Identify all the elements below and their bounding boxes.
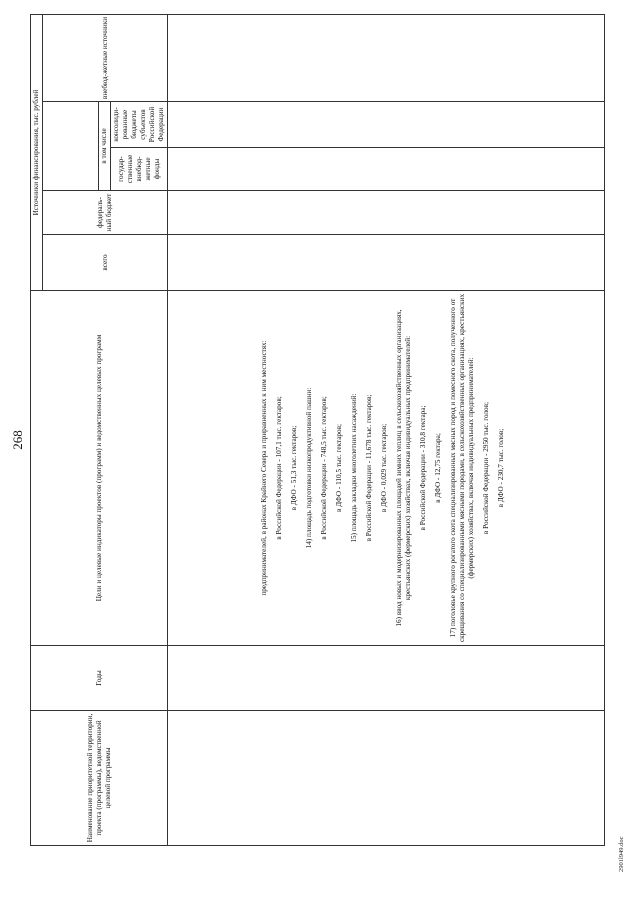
- cell-funds: [168, 148, 605, 191]
- cell-name: [168, 711, 605, 846]
- page-number: 268: [10, 430, 25, 450]
- header-goals-text: Цели и целевые индикаторы проектов (программ) и ведомственных целевых программ: [94, 334, 103, 602]
- header-name-text: Наименование приоритетной территории, проекта (программы), ведомственной целевой программы: [85, 713, 112, 843]
- goal-line: 15) площадь закладки многолетних насаждений:: [350, 393, 358, 543]
- header-in-that-text: в том числе: [100, 128, 108, 164]
- goal-line: в Российской Федерации - 748,5 тыс. гектаров;: [320, 396, 328, 540]
- header-regional-text: консолиди-рованные бюджеты субъектов Российской Федерации: [112, 106, 165, 143]
- header-regional: [111, 102, 168, 148]
- header-funds: [111, 148, 168, 191]
- header-name: [31, 711, 168, 846]
- header-years-text: Годы: [94, 670, 103, 686]
- header-extra-text: внебюд-жетные источники: [100, 16, 109, 100]
- goal-line: в ДФО - 110,5 тыс. гектаров;: [335, 424, 343, 512]
- financing-table: [30, 14, 605, 846]
- header-blank-cell: [43, 102, 99, 191]
- goal-line: 17) поголовье крупного рогатого скота специализированных мясных пород и помесного скота, полученного от скрещивания со специализированными мясными породами, в сельскохозяйственных организациях, крестьянских (фермерских) хозяйствах, включая индивидуальных предпринимателей:: [449, 293, 475, 643]
- header-federal-text: федераль-ный бюджет: [96, 193, 113, 232]
- goal-line: в Российской Федерации - 11,678 тыс. гектаров;: [365, 394, 373, 542]
- goal-line: в ДФО - 0,029 тыс. гектаров;: [380, 423, 388, 513]
- goal-line: в Российской Федерации - 310,8 гектара;: [419, 405, 427, 531]
- header-goals: [31, 291, 168, 646]
- header-funds-text: государ-ственные внебюд-жетные фонды: [116, 154, 161, 184]
- cell-regional: [168, 102, 605, 148]
- header-sources-text: Источники финансирования, тыс. рублей: [32, 89, 40, 216]
- header-extra: [43, 15, 168, 102]
- cell-goals: [168, 291, 605, 646]
- header-sources: [31, 15, 43, 291]
- header-years: [31, 646, 168, 711]
- header-total: [43, 235, 168, 291]
- cell-total: [168, 235, 605, 291]
- goal-line: в ДФО - 12,75 гектара;: [434, 433, 442, 503]
- table-row: [168, 15, 605, 846]
- goal-line: в Российской Федерации - 2950 тыс. голов;: [482, 401, 490, 535]
- goal-line: в ДФО - 51,3 тыс. гектаров;: [290, 425, 298, 511]
- header-federal: [43, 191, 168, 235]
- goal-line: предпринимателей, в районах Крайнего Севера и приравненных к ним местностях:: [260, 340, 268, 596]
- document-code: 2901l949.doc: [618, 836, 625, 872]
- cell-federal: [168, 191, 605, 235]
- goal-line: в Российской Федерации - 107,1 тыс. гектаров;: [275, 396, 283, 540]
- header-total-text: всего: [100, 254, 109, 271]
- cell-years: [168, 646, 605, 711]
- header-in-that: [99, 102, 111, 191]
- goal-line: 16) ввод новых и модернизированных площадей зимних теплиц в сельскохозяйственных организациях, крестьянских (фермерских) хозяйствах, включая индивидуальных предпринимателей:: [395, 309, 412, 627]
- cell-extra: [168, 15, 605, 102]
- goal-line: 14) площадь подготовки низкопродуктивной пашни:: [305, 387, 313, 549]
- goal-line: в ДФО - 230,7 тыс. голов;: [497, 428, 505, 508]
